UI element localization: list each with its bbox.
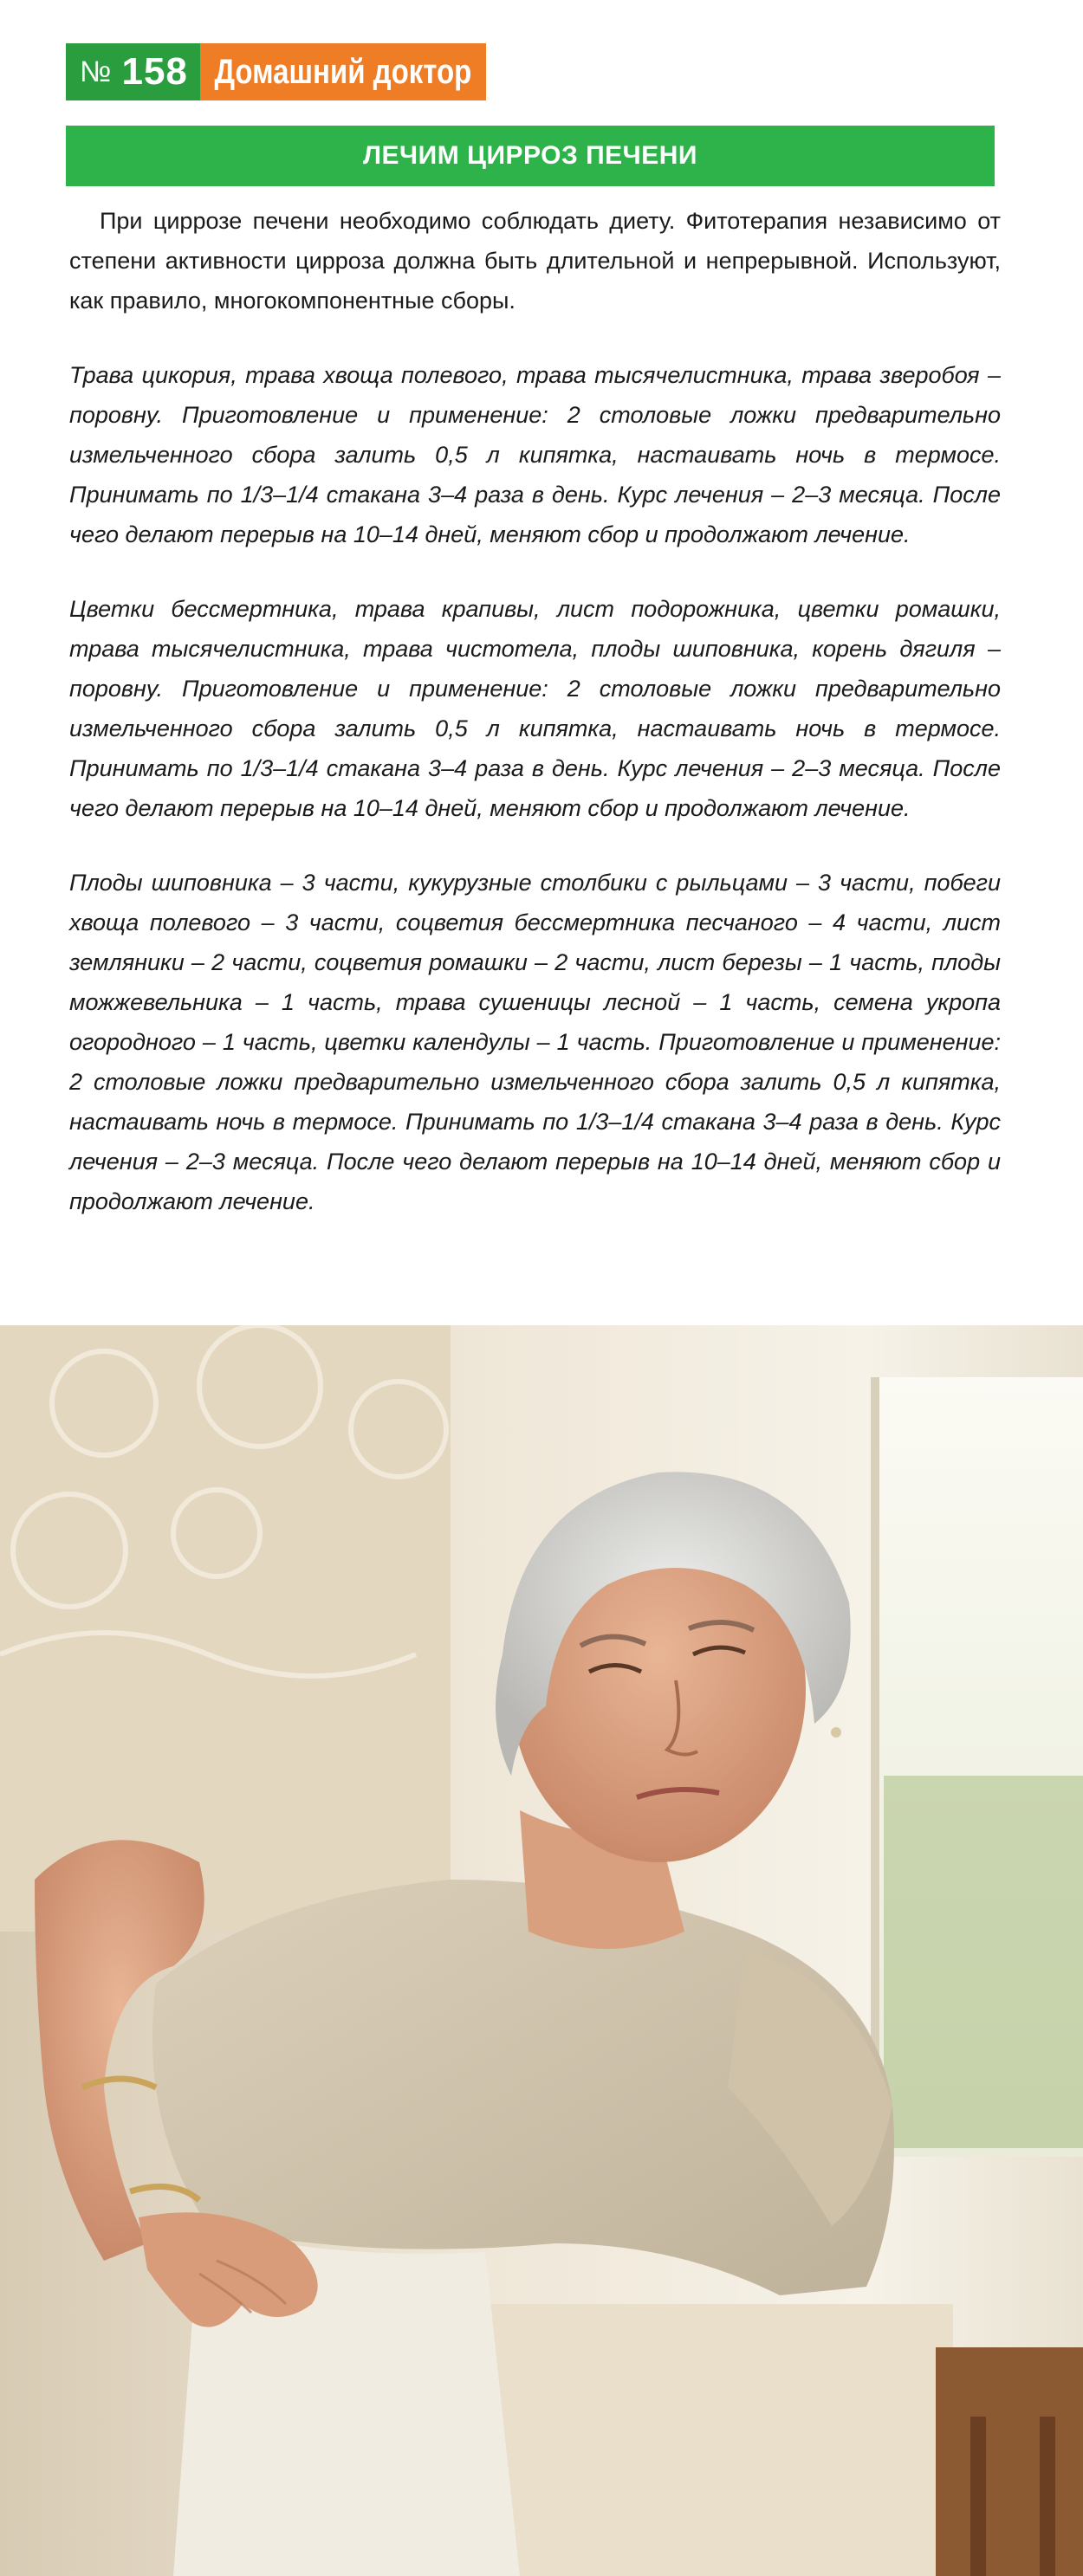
issue-badge [66,43,200,100]
article-title-bar [66,126,995,186]
magazine-header [66,43,486,100]
recipe-paragraph: Цветки бессмертника, трава крапивы, лист подорожника, цветки ромашки, трава тысячелистника, трава чистотела, плоды шиповника, корень дягиля – поровну. Приготовление и применение: 2 столовые ложки предварительно измельченного сбора залить 0,5 л кипятка, настаивать ночь в термосе. Принимать по 1/3–1/4 стакана 3–4 раза в день. Курс лечения – 2–3 месяца. После чего делают перерыв на 10–14 дней, меняют сбор и продолжают лечение. [69,596,1001,821]
woman-with-liver-pain-photo [0,1325,1083,2576]
issue-number: 158 [121,50,188,93]
recipe-paragraph: Плоды шиповника – 3 части, кукурузные столбики с рыльцами – 3 части, побеги хвоща полевого – 3 части, соцветия бессмертника песчаного – 4 части, лист земляники – 2 части, соцветия ромашки – 2 части, лист березы – 1 часть, плоды можжевельника – 1 часть, трава сушеницы лесной – 1 часть, семена укропа огородного – 1 часть, цветки календулы – 1 часть. Приготовление и применение: 2 столовые ложки предварительно измельченного сбора залить 0,5 л кипятка, настаивать ночь в термосе. Принимать по 1/3–1/4 стакана 3–4 раза в день. Курс лечения – 2–3 месяца. После чего делают перерыв на 10–14 дней, меняют сбор и продолжают лечение. [69,870,1001,1214]
article-body [69,201,1001,1221]
article-title: ЛЕЧИМ ЦИРРОЗ ПЕЧЕНИ [363,141,697,170]
recipe-paragraph: Трава цикория, трава хвоща полевого, трава тысячелистника, трава зверобоя – поровну. Приготовление и применение: 2 столовые ложки предварительно измельченного сбора залить 0,5 л кипятка, настаивать ночь в термосе. Принимать по 1/3–1/4 стакана 3–4 раза в день. Курс лечения – 2–3 месяца. После чего делают перерыв на 10–14 дней, меняют сбор и продолжают лечение. [69,362,1001,547]
magazine-name: Домашний доктор [200,43,486,100]
intro-paragraph: При циррозе печени необходимо соблюдать диету. Фитотерапия независимо от степени активности цирроза должна быть длительной и непрерывной. Используют, как правило, многокомпонентные сборы. [69,208,1001,314]
issue-prefix: № [80,55,112,88]
article-photo [0,1325,1083,2576]
